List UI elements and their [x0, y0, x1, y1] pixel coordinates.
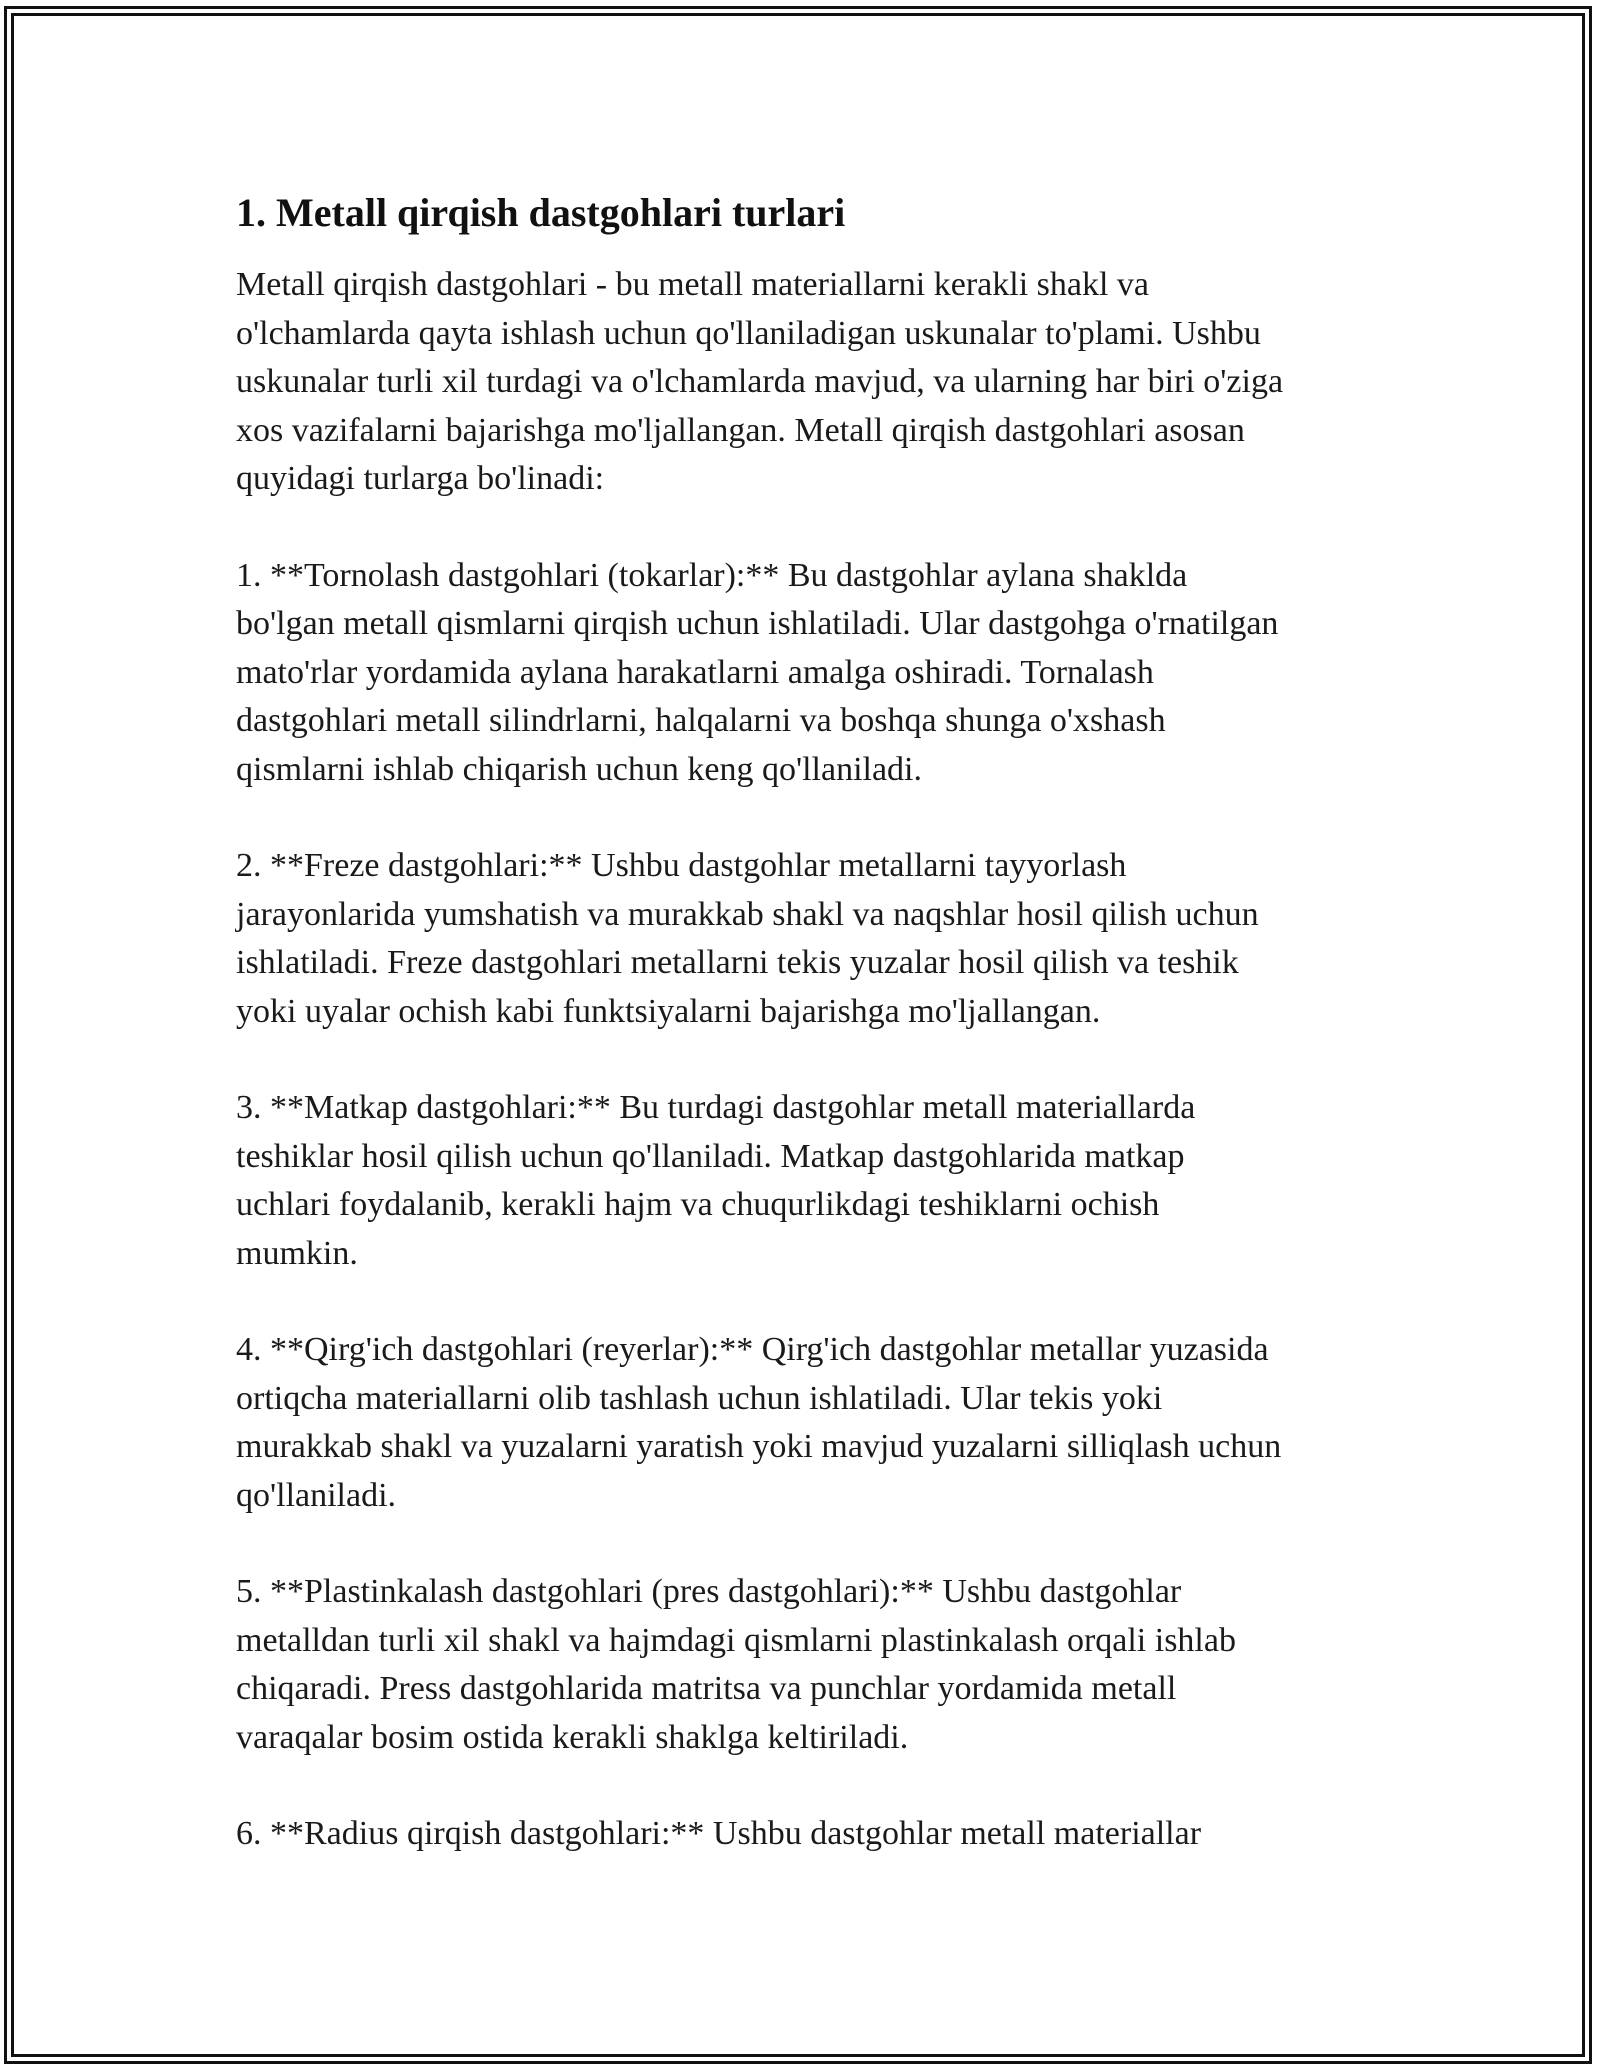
- intro-paragraph: Metall qirqish dastgohlari - bu metall materiallarni kerakli shakl va o'lchamlarda qayta ishlash uchun qo'llaniladigan uskunalar to'plami. Ushbu uskunalar turli xil turdagi va o'lchamlarda mavjud, va ularning har biri o'ziga xos vazifalarni bajarishga mo'ljallangan. Metall qirqish dastgohlari asosan quyidagi turlarga bo'linadi:: [236, 266, 1284, 497]
- list-item-plastinkalash: 5. **Plastinkalash dastgohlari (pres dastgohlari):** Ushbu dastgohlar metalldan turli xil shakl va hajmdagi qismlarni plastinkalash orqali ishlab chiqaradi. Press dastgohlarida matritsa va punchlar yordamida metall varaqalar bosim ostida kerakli shaklga keltiriladi.: [236, 1573, 1236, 1756]
- list-item-matkap: 3. **Matkap dastgohlari:** Bu turdagi dastgohlar metall materiallarda teshiklar hosil qilish uchun qo'llaniladi. Matkap dastgohlarida matkap uchlari foydalanib, kerakli hajm va chuqurlikdagi teshiklarni ochish mumkin.: [236, 1089, 1196, 1272]
- document-body: [236, 185, 1376, 1907]
- document-title: 1. Metall qirqish dastgohlari turlari: [236, 190, 846, 235]
- list-item-qirgich: 4. **Qirg'ich dastgohlari (reyerlar):** Qirg'ich dastgohlar metallar yuzasida ortiqcha materiallarni olib tashlash uchun ishlatiladi. Ular tekis yoki murakkab shakl va yuzalarni yaratish yoki mavjud yuzalarni silliqlash uchun qo'llaniladi.: [236, 1331, 1282, 1514]
- list-item-freze: 2. **Freze dastgohlari:** Ushbu dastgohlar metallarni tayyorlash jarayonlarida yumshatish va murakkab shakl va naqshlar hosil qilish uchun ishlatiladi. Freze dastgohlari metallarni tekis yuzalar hosil qilish va teshik yoki uyalar ochish kabi funktsiyalarni bajarishga mo'ljallangan.: [236, 847, 1259, 1030]
- list-item-radius: 6. **Radius qirqish dastgohlari:** Ushbu dastgohlar metall materiallar: [236, 1815, 1202, 1852]
- list-item-tornolash: 1. **Tornolash dastgohlari (tokarlar):** Bu dastgohlar aylana shaklda bo'lgan metall qismlarni qirqish uchun ishlatiladi. Ular dastgohga o'rnatilgan mato'rlar yordamida aylana harakatlarni amalga oshiradi. Tornalash dastgohlari metall silindrlarni, halqalarni va boshqa shunga o'xshash qismlarni ishlab chiqarish uchun keng qo'llaniladi.: [236, 556, 1279, 788]
